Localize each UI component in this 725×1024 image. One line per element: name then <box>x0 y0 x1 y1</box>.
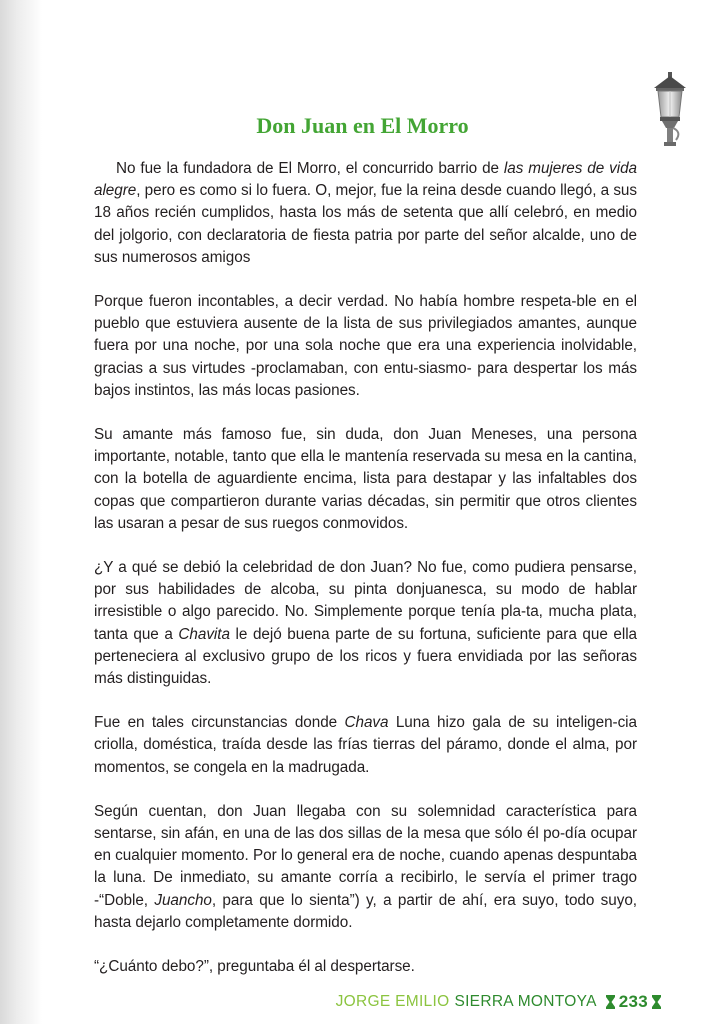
body-text <box>94 158 637 1000</box>
italic-text: Chava <box>344 714 389 732</box>
text-run: le dejó buena parte de su fortuna, suficiente para que ella perteneciera al exclusivo grupo de los ricos y fuera envidiada por las señoras más distinguidas. <box>94 625 637 688</box>
text-run: No fue la fundadora de El Morro, el concurrido barrio de <box>116 160 504 177</box>
text-run: Su amante más famoso fue, sin duda, don Juan Meneses, una persona importante, notable, tanto que ella le mantenía reservada su mesa en la cantina, con la botella de aguardiente encima, lista para destapar y las infaltables dos copas que compartieron durante varias décadas, sin permitir que otros clientes las usaran a pesar de sus ruegos conmovidos. <box>94 426 637 532</box>
page-number: 233 <box>618 992 648 1011</box>
text-run: , para que lo sienta”) y, a partir de ahí, era suyo, todo suyo, hasta dejarlo completamente dormido. <box>94 891 637 931</box>
text-run: Porque fueron incontables, a decir verdad. No había hombre respeta-ble en el pueblo que estuviera ausente de la lista de sus privilegiados amantes, aunque fuera por una noche, por una sola noche que era una experiencia inolvidable, gracias a sus virtudes -proclamaban, con entu-siasmo- para despertar los más bajos instintos, las más locas pasiones. <box>94 293 637 399</box>
text-run: , pero es como si lo fuera. O, mejor, fue la reina desde cuando llegó, a sus 18 años recién cumplidos, hasta los más de setenta que allí celebró, en medio del jolgorio, con declaratoria de fiesta patria por parte del señor alcalde, uno de sus numerosos amigos <box>94 182 637 266</box>
text-run: Fue en tales circunstancias donde <box>94 714 345 732</box>
text-run: Luna hizo gala de su inteligen-cia criolla, doméstica, traída desde las frías tierras del páramo, donde el alma, por momentos, se congela en la madrugada. <box>94 714 637 776</box>
paragraph <box>94 291 637 402</box>
paragraph <box>94 557 637 690</box>
author-given-name: JORGE EMILIO <box>335 993 450 1010</box>
text-run: ¿Y a qué se debió la celebridad de don Juan? No fue, como pudiera pensarse, por sus habilidades de alcoba, su pinta donjuanesca, su modo de hablar irresistible o algo parecido. No. Simplemente porque tenía pla-ta, mucha plata, tanta que a <box>94 559 637 643</box>
page-footer <box>336 990 665 1014</box>
hourglass-mark-icon <box>606 995 615 1009</box>
text-run: Según cuentan, don Juan llegaba con su solemnidad característica para sentarse, sin afán, en una de las dos sillas de la mesa que sólo él po-día ocupar en cualquier momento. Por lo general era de noche, cuando apenas despuntaba la luna. De inmediato, su amante corría a recibirlo, le servía el primer trago -“Doble, <box>94 802 637 909</box>
italic-text: Chavita <box>178 625 230 643</box>
paragraph <box>94 712 637 779</box>
text-run: “¿Cuánto debo?”, preguntaba él al despertarse. <box>94 958 415 976</box>
page-gutter-shadow <box>0 0 42 1024</box>
page-title: Don Juan en El Morro <box>256 113 469 138</box>
paragraph <box>94 956 637 978</box>
author-surname: SIERRA MONTOYA <box>454 993 597 1010</box>
italic-text: Juancho <box>154 891 212 909</box>
paragraph <box>94 424 637 535</box>
paragraph <box>94 801 637 934</box>
paragraph <box>94 158 637 269</box>
italic-text: las mujeres de vida alegre <box>94 160 637 200</box>
hourglass-mark-icon <box>652 995 661 1009</box>
